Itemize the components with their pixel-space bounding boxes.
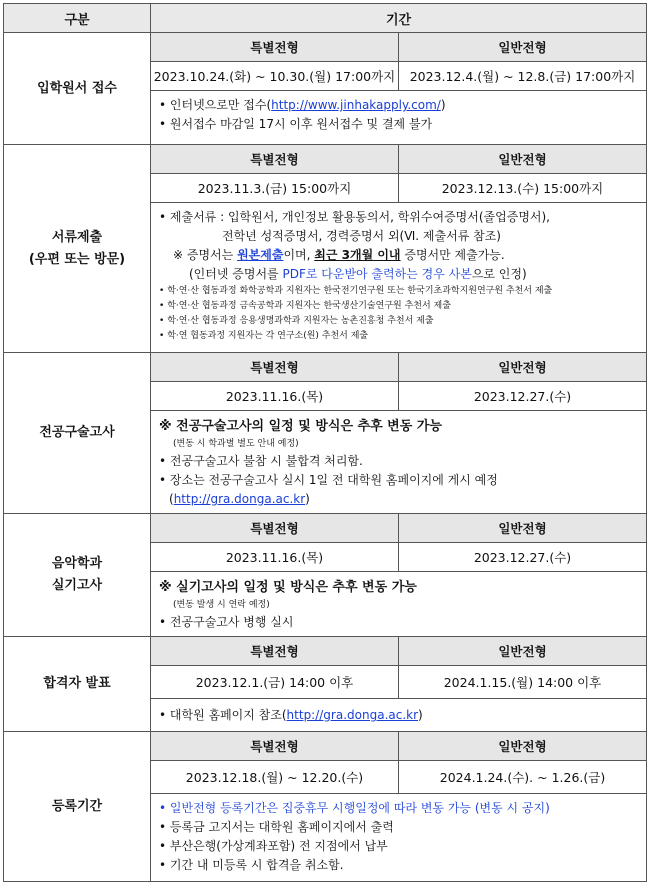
special-admission-label: 특별전형: [151, 145, 399, 174]
general-admission-label: 일반전형: [399, 514, 647, 543]
table-header-row: [4, 4, 647, 33]
application-phase-row: [4, 33, 647, 62]
documents-notes: [151, 203, 647, 353]
list-item: 전학년 성적증명서, 경력증명서 외(Ⅵ. 제출서류 참조): [222, 229, 501, 243]
special-admission-label: 특별전형: [151, 514, 399, 543]
list-item: • 원서접수 마감일 17시 이후 원서접수 및 결제 불가: [159, 117, 433, 131]
music-exam-special-date: 2023.11.16.(목): [151, 543, 399, 572]
documents-phase-row: [4, 145, 647, 174]
general-admission-label: 일반전형: [399, 145, 647, 174]
list-item: • 인터넷으로만 접수(http://www.jinhakapply.com/): [159, 98, 446, 112]
registration-general-date: 2024.1.24.(수). ~ 1.26.(금): [399, 761, 647, 794]
announcement-phase-row: [4, 637, 647, 666]
registration-special-date: 2023.12.18.(월) ~ 12.20.(수): [151, 761, 399, 794]
announcement-title: 합격자 발표: [4, 637, 151, 732]
list-item: • 대학원 홈페이지 참조(http://gra.donga.ac.kr): [159, 708, 423, 722]
application-general-date: 2023.12.4.(월) ~ 12.8.(금) 17:00까지: [399, 62, 647, 91]
admission-schedule-table: [3, 3, 647, 882]
major-exam-phase-row: [4, 353, 647, 382]
general-admission-label: 일반전형: [399, 732, 647, 761]
music-exam-title: 음악학과 실기고사: [4, 514, 151, 637]
jinhakapply-link[interactable]: http://www.jinhakapply.com/: [271, 98, 441, 112]
list-item: ※ 증명서는 원본제출이며, 최근 3개월 이내 증명서만 제출가능.: [173, 248, 505, 262]
music-exam-phase-row: [4, 514, 647, 543]
list-item: • 전공구술고사 병행 실시: [159, 615, 294, 629]
application-notes: [151, 91, 647, 145]
graduate-homepage-link[interactable]: http://gra.donga.ac.kr: [286, 708, 419, 722]
list-item: • 제출서류 : 입학원서, 개인정보 활용동의서, 학위수여증명서(졸업증명서),: [159, 210, 550, 224]
major-exam-notes: [151, 411, 647, 514]
list-item: • 학·연 협동과정 지원자는 각 연구소(원) 추천서 제출: [159, 331, 369, 341]
list-item: • 등록금 고지서는 대학원 홈페이지에서 출력: [159, 820, 394, 834]
list-item: • 일반전형 등록기간은 집중휴무 시행일정에 따라 변동 가능 (변동 시 공지): [159, 801, 550, 815]
list-item: (변동 발생 시 연락 예정): [173, 600, 270, 610]
list-item: • 학·연·산 협동과정 화학공학과 지원자는 한국전기연구원 또는 한국기초과학지원연구원 추천서 제출: [159, 286, 553, 296]
music-exam-change-notice: ※ 실기고사의 일정 및 방식은 추후 변동 가능: [159, 580, 417, 595]
major-exam-change-notice: ※ 전공구술고사의 일정 및 방식은 추후 변동 가능: [159, 419, 442, 434]
list-item: (http://gra.donga.ac.kr): [169, 492, 310, 506]
major-exam-special-date: 2023.11.16.(목): [151, 382, 399, 411]
application-title: 입학원서 접수: [4, 33, 151, 145]
list-item: • 전공구술고사 불참 시 불합격 처리함.: [159, 454, 363, 468]
documents-special-date: 2023.11.3.(금) 15:00까지: [151, 174, 399, 203]
general-admission-label: 일반전형: [399, 637, 647, 666]
general-admission-label: 일반전형: [399, 353, 647, 382]
registration-title: 등록기간: [4, 732, 151, 882]
major-exam-title: 전공구술고사: [4, 353, 151, 514]
documents-title: 서류제출 (우편 또는 방문): [4, 145, 151, 353]
registration-notes: [151, 794, 647, 882]
list-item: • 부산은행(가상계좌포함) 전 지점에서 납부: [159, 839, 388, 853]
special-admission-label: 특별전형: [151, 353, 399, 382]
list-item: • 기간 내 미등록 시 합격을 취소함.: [159, 858, 344, 872]
list-item: • 학·연·산 협동과정 금속공학과 지원자는 한국생산기술연구원 추천서 제출: [159, 301, 451, 311]
list-item: (인터넷 증명서를 PDF로 다운받아 출력하는 경우 사본으로 인정): [189, 267, 527, 281]
announcement-general-date: 2024.1.15.(월) 14:00 이후: [399, 666, 647, 699]
header-period: 기간: [151, 4, 647, 33]
list-item: (변동 시 학과별 별도 안내 예정): [173, 439, 299, 449]
application-special-date: 2023.10.24.(화) ~ 10.30.(월) 17:00까지: [151, 62, 399, 91]
announcement-notes: [151, 699, 647, 732]
music-exam-notes: [151, 572, 647, 637]
special-admission-label: 특별전형: [151, 637, 399, 666]
header-category: 구분: [4, 4, 151, 33]
registration-phase-row: [4, 732, 647, 761]
list-item: • 학·연·산 협동과정 응용생명과학과 지원자는 농촌진흥청 추천서 제출: [159, 316, 434, 326]
announcement-special-date: 2023.12.1.(금) 14:00 이후: [151, 666, 399, 699]
graduate-homepage-link[interactable]: http://gra.donga.ac.kr: [173, 492, 306, 506]
major-exam-general-date: 2023.12.27.(수): [399, 382, 647, 411]
list-item: • 장소는 전공구술고사 실시 1일 전 대학원 홈페이지에 게시 예정: [159, 473, 498, 487]
special-admission-label: 특별전형: [151, 33, 399, 62]
documents-general-date: 2023.12.13.(수) 15:00까지: [399, 174, 647, 203]
music-exam-general-date: 2023.12.27.(수): [399, 543, 647, 572]
special-admission-label: 특별전형: [151, 732, 399, 761]
general-admission-label: 일반전형: [399, 33, 647, 62]
